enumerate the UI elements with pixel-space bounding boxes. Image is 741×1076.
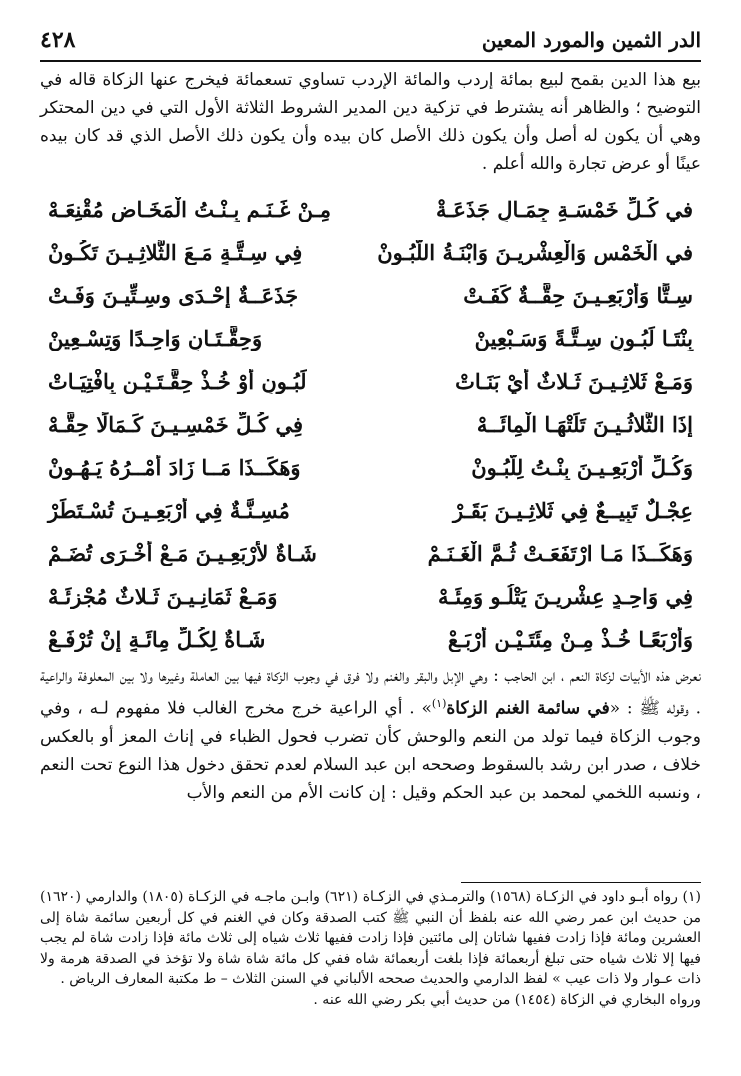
verse-first-hemistich: وَهَكَــذَا مَـا ارْتَفَعَـتْ ثُـمَّ الْغَـنَـمْ (427, 541, 693, 566)
verse-first-hemistich: في الْخَمْسِ وَالْعِشْرِيـنَ وَابْنَـةُ اللَّبُـونْ (377, 240, 693, 265)
verse-second-hemistich: فِي كُـلِّ خَمْسِـيـنَ كَـمَالًا حِقَّـهْ (48, 412, 304, 437)
verse-line (40, 360, 701, 403)
verse-line (40, 446, 701, 489)
commentary-part2: » . أي الراعية خرج مخرج الغالب فلا مفهوم لـه ، وفي وجوب الزكاة فيما تولد من النعم والوحش كأن تضرب فحول الظباء في إناث المعز أو بالعكس خلاف ، صدر ابن رشد بالسقوط وصححه ابن عبد السلام لعدم تحقق دخول هذا النوع تحت النعم ، ونسبه اللخمي لمحمد بن عبد الحكم وقيل : إن كانت الأم من النعم والأب (40, 698, 701, 803)
verse-second-hemistich: مُسِـنَّـةٌ فِي أَرْبَعِـيـنَ تُسْـتَطَرْ (48, 498, 290, 523)
verse-second-hemistich: وَهَكَــذَا مَــا زَادَ أَمْــرُهُ يَـهُـونْ (48, 455, 301, 480)
verse-line (40, 403, 701, 446)
verse-second-hemistich: لَبُـونٍ أَوْ خُـذْ حِقَّـتَـيْـنِ بِافْتِيَـاتْ (48, 369, 307, 394)
poem (40, 188, 701, 661)
header-divider (40, 60, 701, 62)
verse-first-hemistich: إِذَا الثَّلاثُـيـنَ تَلَتْهَـا الْمِائَــهْ (476, 412, 693, 437)
verse-second-hemistich: شَـاةٌ لِكُـلِّ مِائَـةٍ إِنْ تُرْفَـعْ (48, 627, 266, 652)
verse-first-hemistich: عِجْـلٌ تَبِيــعٌ فِي ثَلاثِـيـنَ بَقَـرْ (453, 498, 693, 523)
verse-line (40, 575, 701, 618)
verse-line (40, 274, 701, 317)
verse-line (40, 231, 701, 274)
verse-first-hemistich: وَكُـلِّ أَرْبَعِـيـنَ بِنْـتُ لِلَّبُـونْ (471, 455, 693, 480)
verse-second-hemistich: جَذَعَــةٌ إِحْـدَى وسِـتِّيـنَ وَفَـتْ (48, 283, 299, 308)
verse-second-hemistich: وَمَـعْ ثَمَانِـيـنَ ثَـلاثٌ مُجْزِئَـهْ (48, 584, 278, 609)
verse-second-hemistich: وَحِقَّـتَـانِ وَاحِـدًا وَتِسْـعِينْ (48, 326, 263, 351)
verse-first-hemistich: في كُـلِّ خَمْسَـةِ جِمَـالٍ جَذَعَـةْ (436, 197, 693, 222)
commentary-text (40, 662, 701, 807)
verse-first-hemistich: بِنْتَـا لَبُـونٍ سِـتَّـةً وَسَـبْعِينْ (474, 326, 693, 351)
page-number: ٤٢٨ (40, 27, 76, 53)
verse-second-hemistich: فِي سِـتَّـةٍ مَـعَ الثَّلاثِـيـنَ تَكُـونْ (48, 240, 303, 265)
verse-second-hemistich: شَـاةٌ لأَرْبَعِـيـنَ مَـعْ أُخْـرَى تُضَـمْ (48, 541, 317, 566)
verse-line (40, 317, 701, 360)
commentary-part1: نعرض هذه الأبيات لزكاة النعم ، ابن الحاجب : وهي الإبل والبقر والغنم ولا فرق في وجوب الزكاة فيها بين العاملة وغيرها ولا بين المعلوفة والراعية . وقوله ﷺ : « (40, 666, 701, 719)
page-header (40, 22, 701, 58)
footnote-divider (461, 882, 701, 883)
verse-first-hemistich: سِـتًّا وَأَرْبَعِـيـنَ حِقَّــةٌ كَفَـتْ (463, 283, 693, 308)
footnotes (40, 887, 701, 1010)
hadith-quote: في سائمة الغنم الزكاة (446, 698, 610, 719)
intro-paragraph (40, 66, 701, 178)
verse-first-hemistich: وَأَرْبَعًـا خُـذْ مِـنْ مِئَتَـيْـنِ أَرْبَـعْ (447, 627, 693, 652)
footnote-marker[interactable]: (١) (431, 697, 447, 710)
verse-line (40, 188, 701, 231)
verse-line (40, 489, 701, 532)
footnote-entry: (١) رواه أبـو داود في الزكـاة (١٥٦٨) والترمـذي في الزكـاة (٦٢١) وابـن ماجـه في الزكـاة (١٨٠٥) والدارمي (١٦٢٠) من حديث ابن عمر رضي الله عنه بلفظ أن النبي ﷺ كتب الصدقة وكان في الغنم في كل أربعين سائمة شاة إلى العشرين ومائة فإذا زادت ففيها شاتان إلى مائتين فإذا زادت ففيها ثلاث شياه إلى ثلاث مائة فإذا زادت شاة لم يجب فيها إلا ثلاث شياه حتى تبلغ أربعمائة فإذا بلغت أربعمائة شاه ففي كل مائة شاة شاة ولا تؤخذ في الصدقة هرمة ولا ذات عـوار ولا ذات عيب » لفظ الدارمي والحديث صححه الألباني في السنن الثلاث – ط مكتبة المعارف الرياض . (40, 889, 701, 987)
verse-second-hemistich: مِـنْ غَـنَـمٍ بِـنْـتُ الْمَخَـاضِ مُقْنِعَـهْ (48, 197, 331, 222)
verse-first-hemistich: وَمَـعْ ثَلاثِـيـنَ ثَـلاثٌ أَيْ بَنَـاتْ (455, 369, 693, 394)
verse-line (40, 532, 701, 575)
commentary-paragraph (40, 662, 701, 807)
verse-line (40, 618, 701, 661)
verse-first-hemistich: فِي وَاحِـدٍ عِشْرِيـنَ يَتْلُـو وَمِئَـهْ (437, 584, 693, 609)
footnote-entry: ورواه البخاري في الزكاة (١٤٥٤) من حديث أبي بكر رضي الله عنه . (313, 991, 701, 1008)
running-title: الدر الثمين والمورد المعين (481, 28, 701, 52)
intro-text: بيع هذا الدين بقمح لبيع بمائة إردب والمائة الإردب تساوي تسعمائة فيخرج عنها الزكاة قاله في التوضيح ؛ والظاهر أنه يشترط في تزكية دين المدير الشروط الثلاثة الأول التي في دين المحتكر وهي أن يكون له أصل وأن يكون ذلك الأصل كان بيده وأن يكون ذلك الأصل الذي قد كان بيده عينًا أو عرض تجارة والله أعلم . (40, 70, 701, 174)
